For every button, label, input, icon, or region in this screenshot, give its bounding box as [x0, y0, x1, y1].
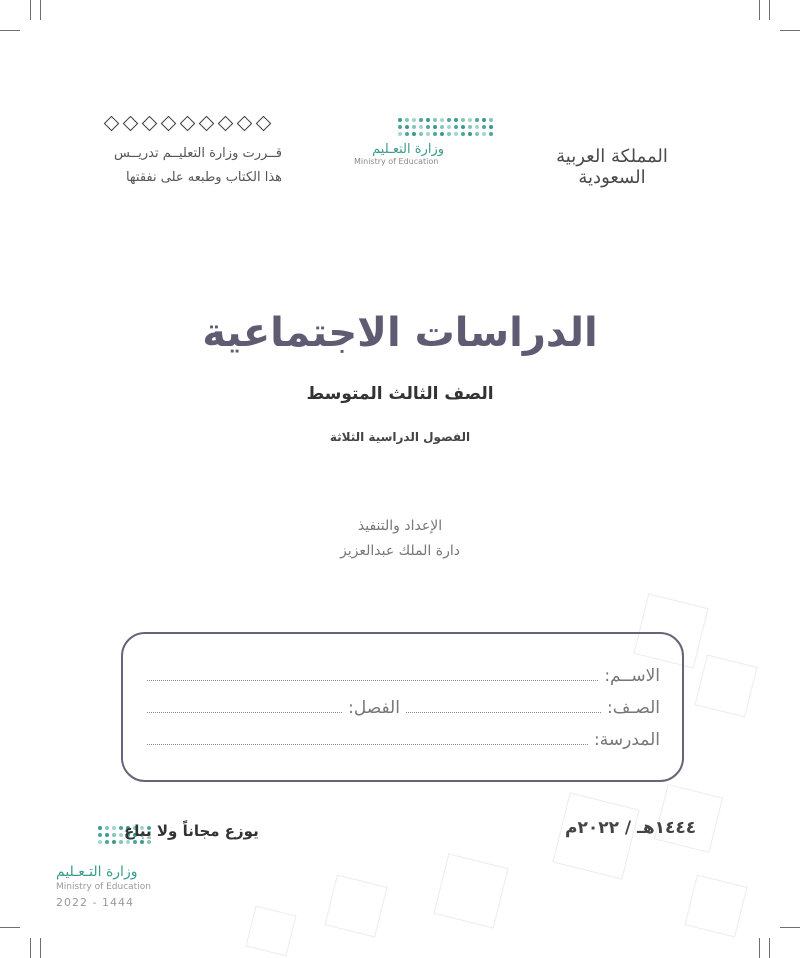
student-info-box — [121, 632, 684, 782]
ministry-dots-icon — [398, 118, 494, 136]
name-row — [141, 664, 660, 686]
ministry-name-en: Ministry of Education — [354, 157, 439, 166]
ministry-name-ar: وزارة التعـليم — [372, 142, 444, 157]
prepared-by-name: دارة الملك عبدالعزيز — [340, 543, 460, 559]
grade-label: الصـف: — [607, 698, 660, 718]
grade-field[interactable] — [406, 712, 601, 713]
crop-mark — [40, 938, 41, 958]
crop-mark — [759, 938, 760, 958]
class-label: الفصل: — [348, 698, 400, 718]
school-row — [141, 728, 660, 750]
crop-mark — [0, 30, 20, 31]
kingdom-emblem-text: المملكة العربية السعودية — [556, 146, 668, 188]
grade-level: الصف الثالث المتوسط — [306, 384, 494, 404]
decree-line-1: قــررت وزارة التعليــم تدريــس — [114, 146, 282, 161]
publication-year: ١٤٤٤هـ / ٢٠٢٢م — [565, 818, 697, 838]
school-label: المدرسة: — [594, 730, 660, 750]
decorative-square — [684, 874, 747, 937]
crop-mark — [769, 938, 770, 958]
diamond-ornament — [104, 118, 271, 129]
ministry-logo — [354, 118, 494, 166]
decorative-square — [324, 874, 387, 937]
terms-label: الفصول الدراسية الثلاثة — [329, 430, 471, 444]
footer-year-range: 2022 - 1444 — [56, 896, 134, 909]
decree-line-2: هذا الكتاب وطبعه على نفقتها — [125, 170, 282, 185]
crop-mark — [759, 0, 760, 20]
free-distribution-note: يوزع مجاناً ولا يباع — [124, 822, 259, 840]
crop-mark — [0, 927, 20, 928]
name-field[interactable] — [147, 680, 598, 681]
prepared-by-label: الإعداد والتنفيذ — [357, 518, 443, 534]
decorative-square — [433, 853, 508, 928]
crop-mark — [780, 30, 800, 31]
crop-mark — [769, 0, 770, 20]
footer-ministry-en: Ministry of Education — [56, 882, 151, 892]
footer-ministry-ar: وزارة التـعـليم — [56, 864, 138, 880]
school-field[interactable] — [147, 744, 588, 745]
name-label: الاســم: — [604, 666, 660, 686]
book-title: الدراسات الاجتماعية — [202, 310, 598, 356]
crop-mark — [780, 927, 800, 928]
class-field[interactable] — [147, 712, 342, 713]
decorative-square — [246, 906, 297, 957]
crop-mark — [40, 0, 41, 20]
crop-mark — [30, 0, 31, 20]
decorative-square — [694, 654, 757, 717]
crop-mark — [30, 938, 31, 958]
grade-row — [141, 696, 660, 718]
